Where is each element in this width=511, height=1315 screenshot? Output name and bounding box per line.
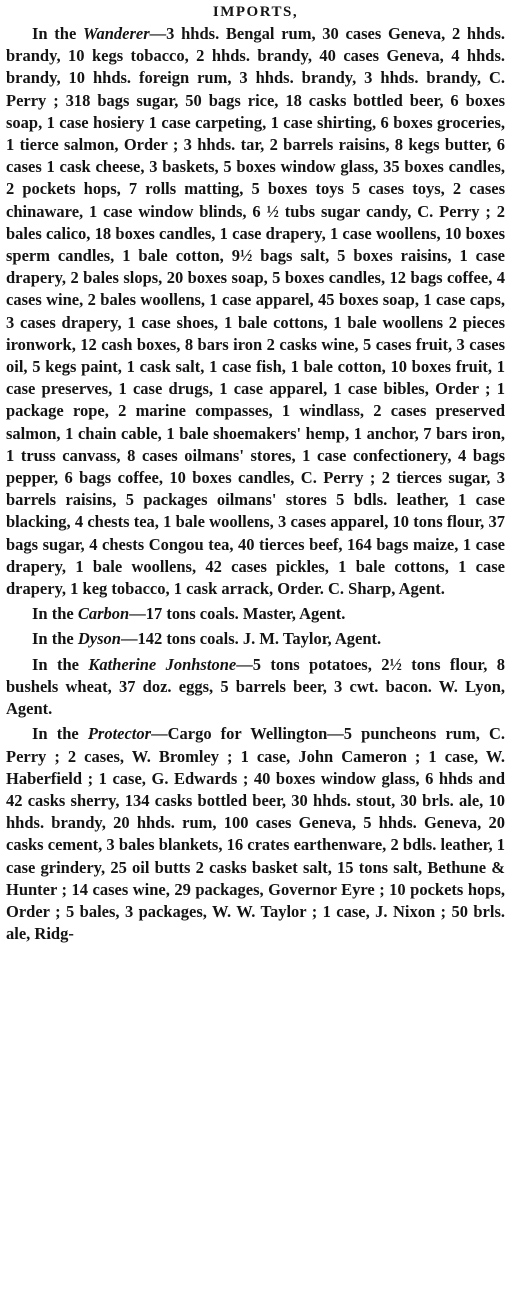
ship-name: Dyson	[77, 629, 121, 649]
entry-prefix: In the	[32, 24, 84, 43]
import-entry-dyson	[6, 628, 505, 650]
ship-name: Wanderer	[83, 24, 150, 43]
entry-prefix: In the	[32, 724, 88, 744]
ship-name: Carbon	[77, 604, 130, 624]
entry-text: —3 hhds. Bengal rum, 30 cases Geneva, 2 hhds. brandy, 10 kegs tobacco, 2 hhds. brandy, 40 cases Geneva, 4 hhds. brandy, 10 hhds. foreign rum, 3 hhds. brandy, 3 hhds. brandy, C. Perry ; 318 bags sugar, 50 bags rice, 18 casks bottled beer, 6 boxes soap, 1 case hosiery 1 case carpeting, 1 case shirting, 6 boxes groceries, 1 tierce salmon, Order ; 3 hhds. tar, 2 barrels raisins, 8 kegs butter, 6 cases 1 cask cheese, 3 baskets, 5 boxes window glass, 35 boxes candles, 2 pockets hops, 7 rolls matting, 5 boxes toys 5 cases toys, 2 cases chinaware, 1 case window blinds, 6 ½ tubs sugar candy, C. Perry ; 2 bales calico, 18 boxes candles, 1 case drapery, 1 case woollens, 10 boxes sperm candles, 1 bale cotton, 9½ bags salt, 5 boxes raisins, 1 case drapery, 2 bales slops, 20 boxes soap, 5 boxes candles, 12 bags coffee, 4 cases wine, 2 bales woollens, 1 case apparel, 45 boxes soap, 1 case caps, 3 cases drapery, 1 case shoes, 1 bale cottons, 1 bale woollens 2 pieces ironwork, 12 cash boxes, 8 bars iron 2 casks wine, 5 cases fruit, 3 cases oil, 5 kegs paint, 1 cask salt, 1 case fish, 1 bale cotton, 10 boxes fruit, 1 case preserves, 1 case drugs, 1 case apparel, 1 case bibles, Order ; 1 package rope, 2 marine compasses, 1 windlass, 2 cases preserved salmon, 1 chain cable, 1 bale shoemakers' hemp, 1 anchor, 7 bars iron, 1 truss canvass, 8 cases oilmans' stores, 1 case confectionery, 4 bags pepper, 6 bags coffee, 10 boxes candles, C. Perry ; 2 tierces sugar, 3 barrels raisins, 5 packages oilmans' stores 5 bdls. leather, 1 case blacking, 4 chests tea, 1 bale woollens, 3 cases apparel, 10 tons flour, 37 bags sugar, 4 chests Congou tea, 40 tierces beef, 164 bags maize, 1 case drapery, 1 bale woollens, 42 cases pickles, 1 bale cottons, 1 case drapery, 1 keg tobacco, 1 cask arrack, Order. C. Sharp, Agent.	[6, 24, 506, 599]
entry-prefix: In the	[32, 604, 78, 624]
import-entry-carbon	[6, 603, 505, 625]
entry-prefix: In the	[32, 629, 78, 649]
entry-prefix: In the	[32, 654, 89, 674]
import-entry-wanderer	[6, 23, 505, 600]
entry-text: —17 tons coals. Master, Agent.	[129, 604, 346, 624]
ship-name: Protector	[87, 724, 152, 744]
section-heading: IMPORTS,	[212, 4, 299, 20]
import-entry-katherine-jonhstone	[6, 654, 505, 721]
entry-text: —142 tons coals. J. M. Taylor, Agent.	[120, 629, 382, 649]
entry-text: —Cargo for Wellington—5 puncheons rum, C. Perry ; 2 cases, W. Bromley ; 1 case, John Cameron ; 1 case, W. Haberfield ; 1 case, G. Edwards ; 40 boxes window glass, 6 hhds and 42 casks sherry, 134 casks bottled beer, 30 hhds. stout, 30 brls. ale, 10 hhds. brandy, 20 hhds. rum, 100 cases Geneva, 5 hhds. Geneva, 20 casks cement, 3 bales blankets, 16 crates earthenware, 2 bdls. leather, 1 case grindery, 25 oil butts 2 casks basket salt, 15 tons salt, Bethune & Hunter ; 14 cases wine, 29 packages, Governor Eyre ; 10 pockets hops, Order ; 5 bales, 3 packages, W. W. Taylor ; 1 case, J. Nixon ; 50 brls. ale, Ridg-	[6, 724, 505, 944]
entry-text: —5 tons potatoes, 2½ tons flour, 8 bushels wheat, 37 doz. eggs, 5 barrels beer, 3 cwt. bacon. W. Lyon, Agent.	[6, 654, 505, 719]
import-entry-protector	[6, 723, 505, 945]
ship-name: Katherine Jonhstone	[88, 654, 237, 674]
